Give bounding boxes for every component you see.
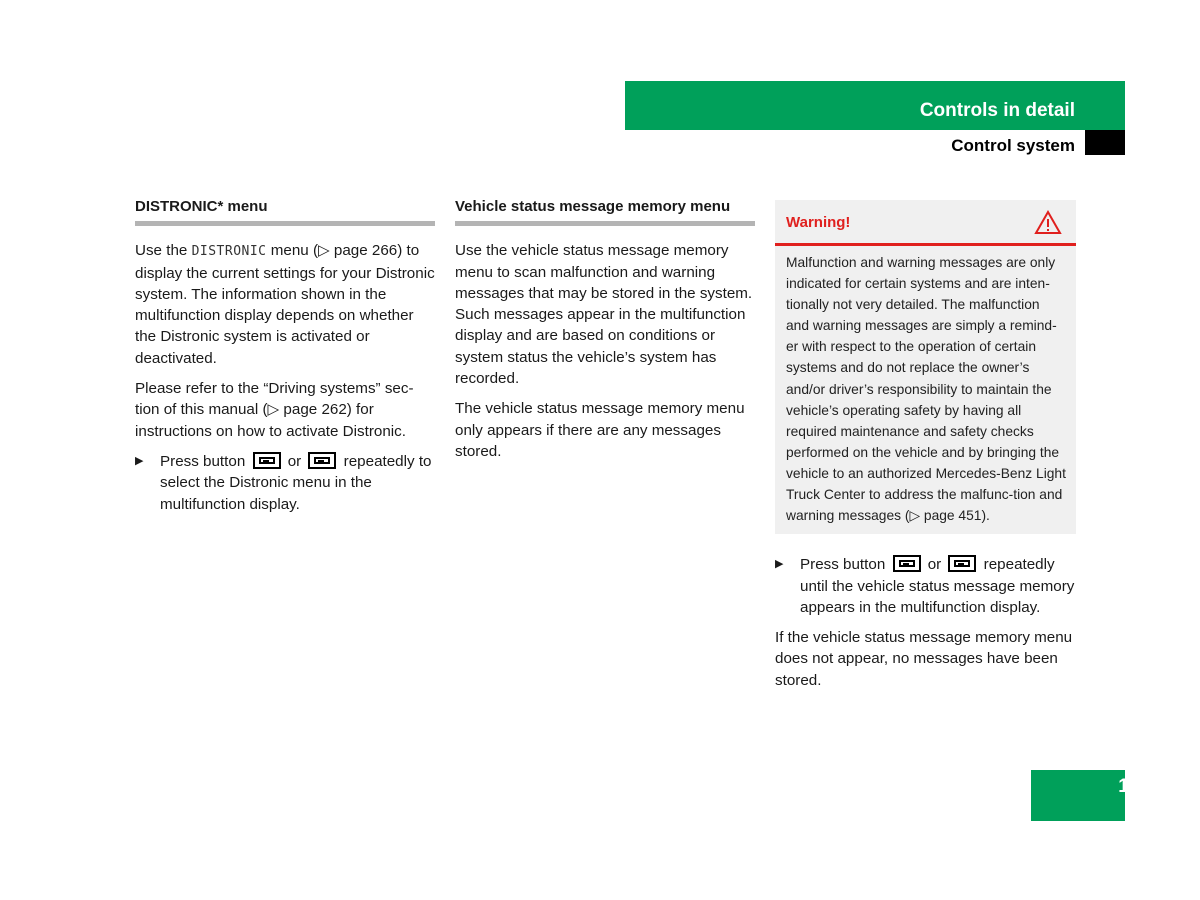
text-run: or xyxy=(283,452,306,470)
text-run: repeatedly to select the Distronic menu in the multifunction display. xyxy=(160,452,432,513)
distronic-paragraph-1 xyxy=(135,240,435,369)
multifunction-button-icon xyxy=(948,555,976,572)
column-status-memory xyxy=(455,196,755,471)
status-memory-paragraph-1: Use the vehicle status message memory menu to scan malfunction and warning messages that may be stored in the system. Such messages appear in the multifunction display and are based on conditions or system status the vehicle’s system has recorded. xyxy=(455,242,753,388)
column-warning xyxy=(775,200,1075,700)
bullet-triangle-icon: ▶ xyxy=(775,558,784,571)
multifunction-button-icon xyxy=(893,555,921,572)
distronic-instruction xyxy=(135,451,435,515)
distronic-heading: DISTRONIC* menu xyxy=(135,196,435,226)
warning-header xyxy=(775,200,1076,246)
page-number: 169 xyxy=(1118,776,1150,797)
text-run: Press button xyxy=(160,452,250,470)
display-text-distronic: DISTRONIC xyxy=(191,244,267,260)
warning-text: Malfunction and warning messages are only indicated for certain systems and are inten-tionally not very detailed. The malfunction and warning messages are simply a remind-er with respect to the operation of certain systems and do not replace the owner’s and/or driver’s responsibility to maintain the vehicle’s operating safety by having all required maintenance and safety checks performed on the vehicle and by bringing the vehicle to an authorized Mercedes-Benz Light Truck Center to address the malfunc-tion and warning messages (▷ page 451). xyxy=(786,255,1066,524)
warning-title: Warning! xyxy=(786,213,851,231)
text-run: menu (▷ page 266) to display the current settings for your Distronic system. The information shown in the multifunction display depends on whether the Distronic system is activated or deactivated. xyxy=(135,242,435,367)
status-memory-heading: Vehicle status message memory menu xyxy=(455,196,755,226)
chapter-title: Controls in detail xyxy=(919,100,1075,121)
multifunction-button-icon xyxy=(253,452,281,469)
text-run: Use the xyxy=(135,242,192,260)
warning-box xyxy=(775,200,1076,534)
status-memory-instruction xyxy=(775,554,1075,618)
section-tab-marker xyxy=(1085,130,1125,155)
status-memory-note: If the vehicle status message memory menu does not appear, no messages have been stored. xyxy=(775,629,1073,689)
text-run: repeatedly until the vehicle status message memory appears in the multifunction display. xyxy=(800,556,1075,616)
bullet-triangle-icon: ▶ xyxy=(135,454,144,467)
distronic-paragraph-2: Please refer to the “Driving systems” sec-tion of this manual (▷ page 262) for instructions on how to activate Distronic. xyxy=(135,380,414,440)
warning-triangle-icon xyxy=(1034,210,1062,235)
text-run: or xyxy=(923,556,946,574)
text-run: Press button xyxy=(800,556,890,574)
page-number-box xyxy=(1031,770,1125,821)
status-memory-paragraph-2: The vehicle status message memory menu only appears if there are any messages stored. xyxy=(455,400,745,460)
section-title: Control system xyxy=(951,136,1075,155)
multifunction-button-icon xyxy=(308,452,336,469)
column-distronic xyxy=(135,196,435,524)
